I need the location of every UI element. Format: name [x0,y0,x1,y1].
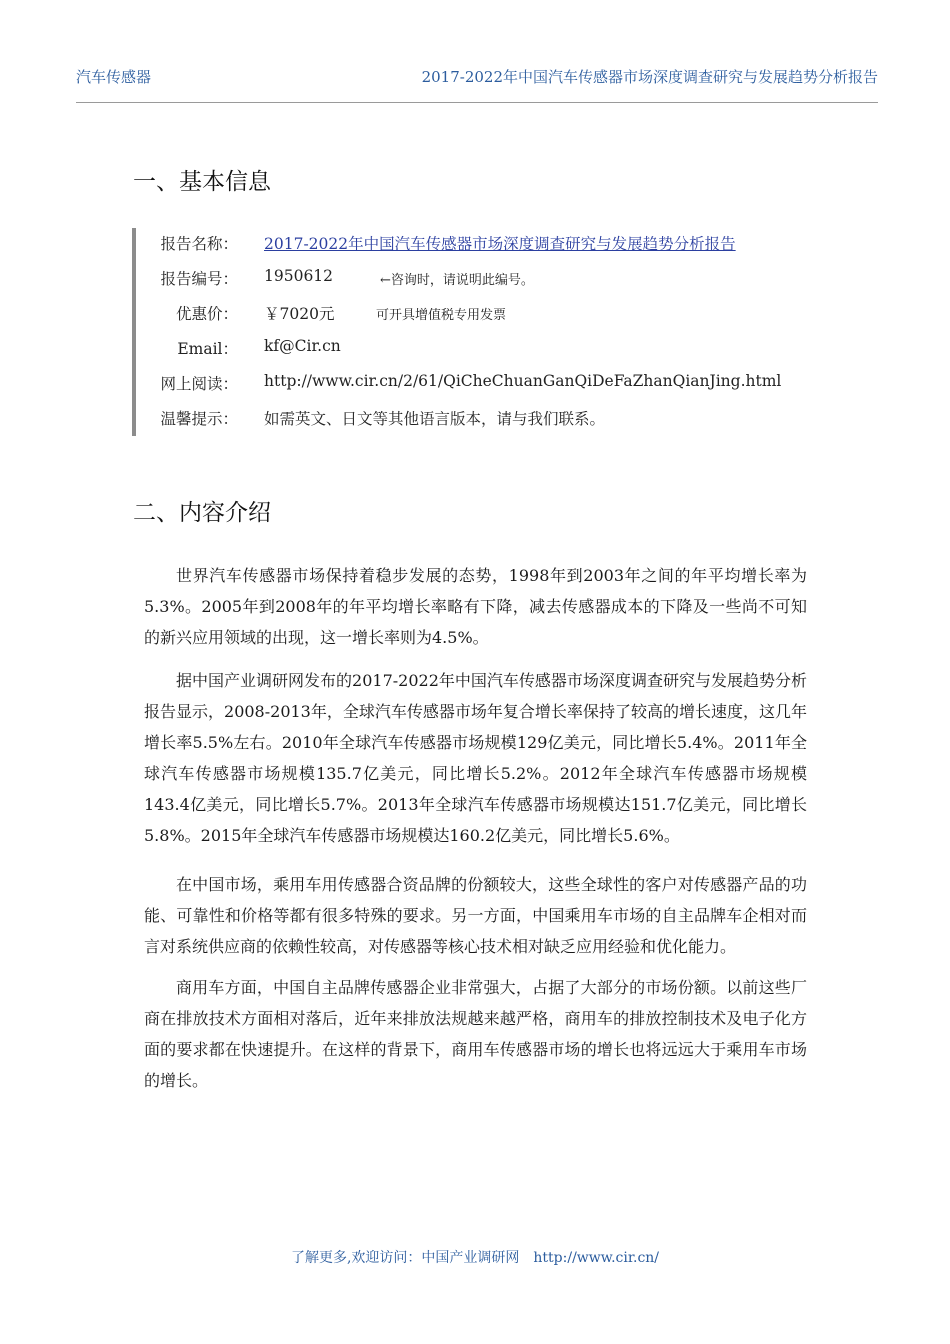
report-name-label: 报告名称： [160,235,238,253]
page-header [76,64,878,103]
email-label: Email： [177,340,238,358]
online-reading-url[interactable]: http://www.cir.cn/2/61/QiCheChuanGanQiDeFaZhanQianJing.html [264,372,782,390]
price-value: ￥7020元 [264,305,335,323]
paragraph-china-passenger-market: 在中国市场，乘用车用传感器合资品牌的份额较大，这些全球性的客户对传感器产品的功能、可靠性和价格等都有很多特殊的要求。另一方面，中国乘用车市场的自主品牌车企相对而言对系统供应商的依赖性较高，对传感器等核心技术相对缺乏应用经验和优化能力。 [144,875,807,956]
section-title-content-intro: 二、内容介绍 [133,500,271,526]
footer-text: 了解更多,欢迎访问：中国产业调研网 [290,1250,520,1266]
report-code-note: ←咨询时，请说明此编号。 [380,273,534,288]
page-footer [0,1247,950,1267]
content-intro-body [144,560,807,1106]
basic-info-block [132,228,836,436]
report-name-value [264,232,736,254]
paragraph-market-trend: 世界汽车传感器市场保持着稳步发展的态势，1998年到2003年之间的年平均增长率为5.3%。2005年到2008年的年平均增长率略有下降，减去传感器成本的下降及一些尚不可知的新兴应用领域的出现，这一增长率则为4.5%。 [144,566,807,647]
footer-url[interactable]: http://www.cir.cn/ [533,1250,660,1266]
tip-label: 温馨提示： [160,410,238,428]
header-topic: 汽车传感器 [76,68,152,86]
paragraph-global-market-size: 据中国产业调研网发布的2017-2022年中国汽车传感器市场深度调查研究与发展趋势分析报告显示，2008-2013年，全球汽车传感器市场年复合增长率保持了较高的增长速度，这几年增长率5.5%左右。2010年全球汽车传感器市场规模129亿美元，同比增长5.4%。2011年全球汽车传感器市场规模135.7亿美元，同比增长5.2%。2012年全球汽车传感器市场规模143.4亿美元，同比增长5.7%。2013年全球汽车传感器市场规模达151.7亿美元，同比增长5.8%。2015年全球汽车传感器市场规模达160.2亿美元，同比增长5.6%。 [144,671,807,845]
header-report-title: 2017-2022年中国汽车传感器市场深度调查研究与发展趋势分析报告 [421,68,878,86]
paragraph-commercial-vehicle: 商用车方面，中国自主品牌传感器企业非常强大，占据了大部分的市场份额。以前这些厂商在排放技术方面相对落后，近年来排放法规越来越严格，商用车的排放控制技术及电子化方面的要求都在快速提升。在这样的背景下，商用车传感器市场的增长也将远远大于乘用车市场的增长。 [144,978,807,1090]
report-code-label: 报告编号： [160,270,238,288]
report-name-link[interactable]: 2017-2022年中国汽车传感器市场深度调查研究与发展趋势分析报告 [264,235,736,253]
online-reading-label: 网上阅读： [160,375,238,393]
price-label: 优惠价： [175,305,238,323]
invoice-note: 可开具增值税专用发票 [376,308,507,323]
tip-value: 如需英文、日文等其他语言版本，请与我们联系。 [264,410,606,428]
section-title-basic-info: 一、基本信息 [133,169,271,195]
email-value[interactable]: kf@Cir.cn [264,337,341,355]
report-code-value: 1950612 [264,267,334,285]
